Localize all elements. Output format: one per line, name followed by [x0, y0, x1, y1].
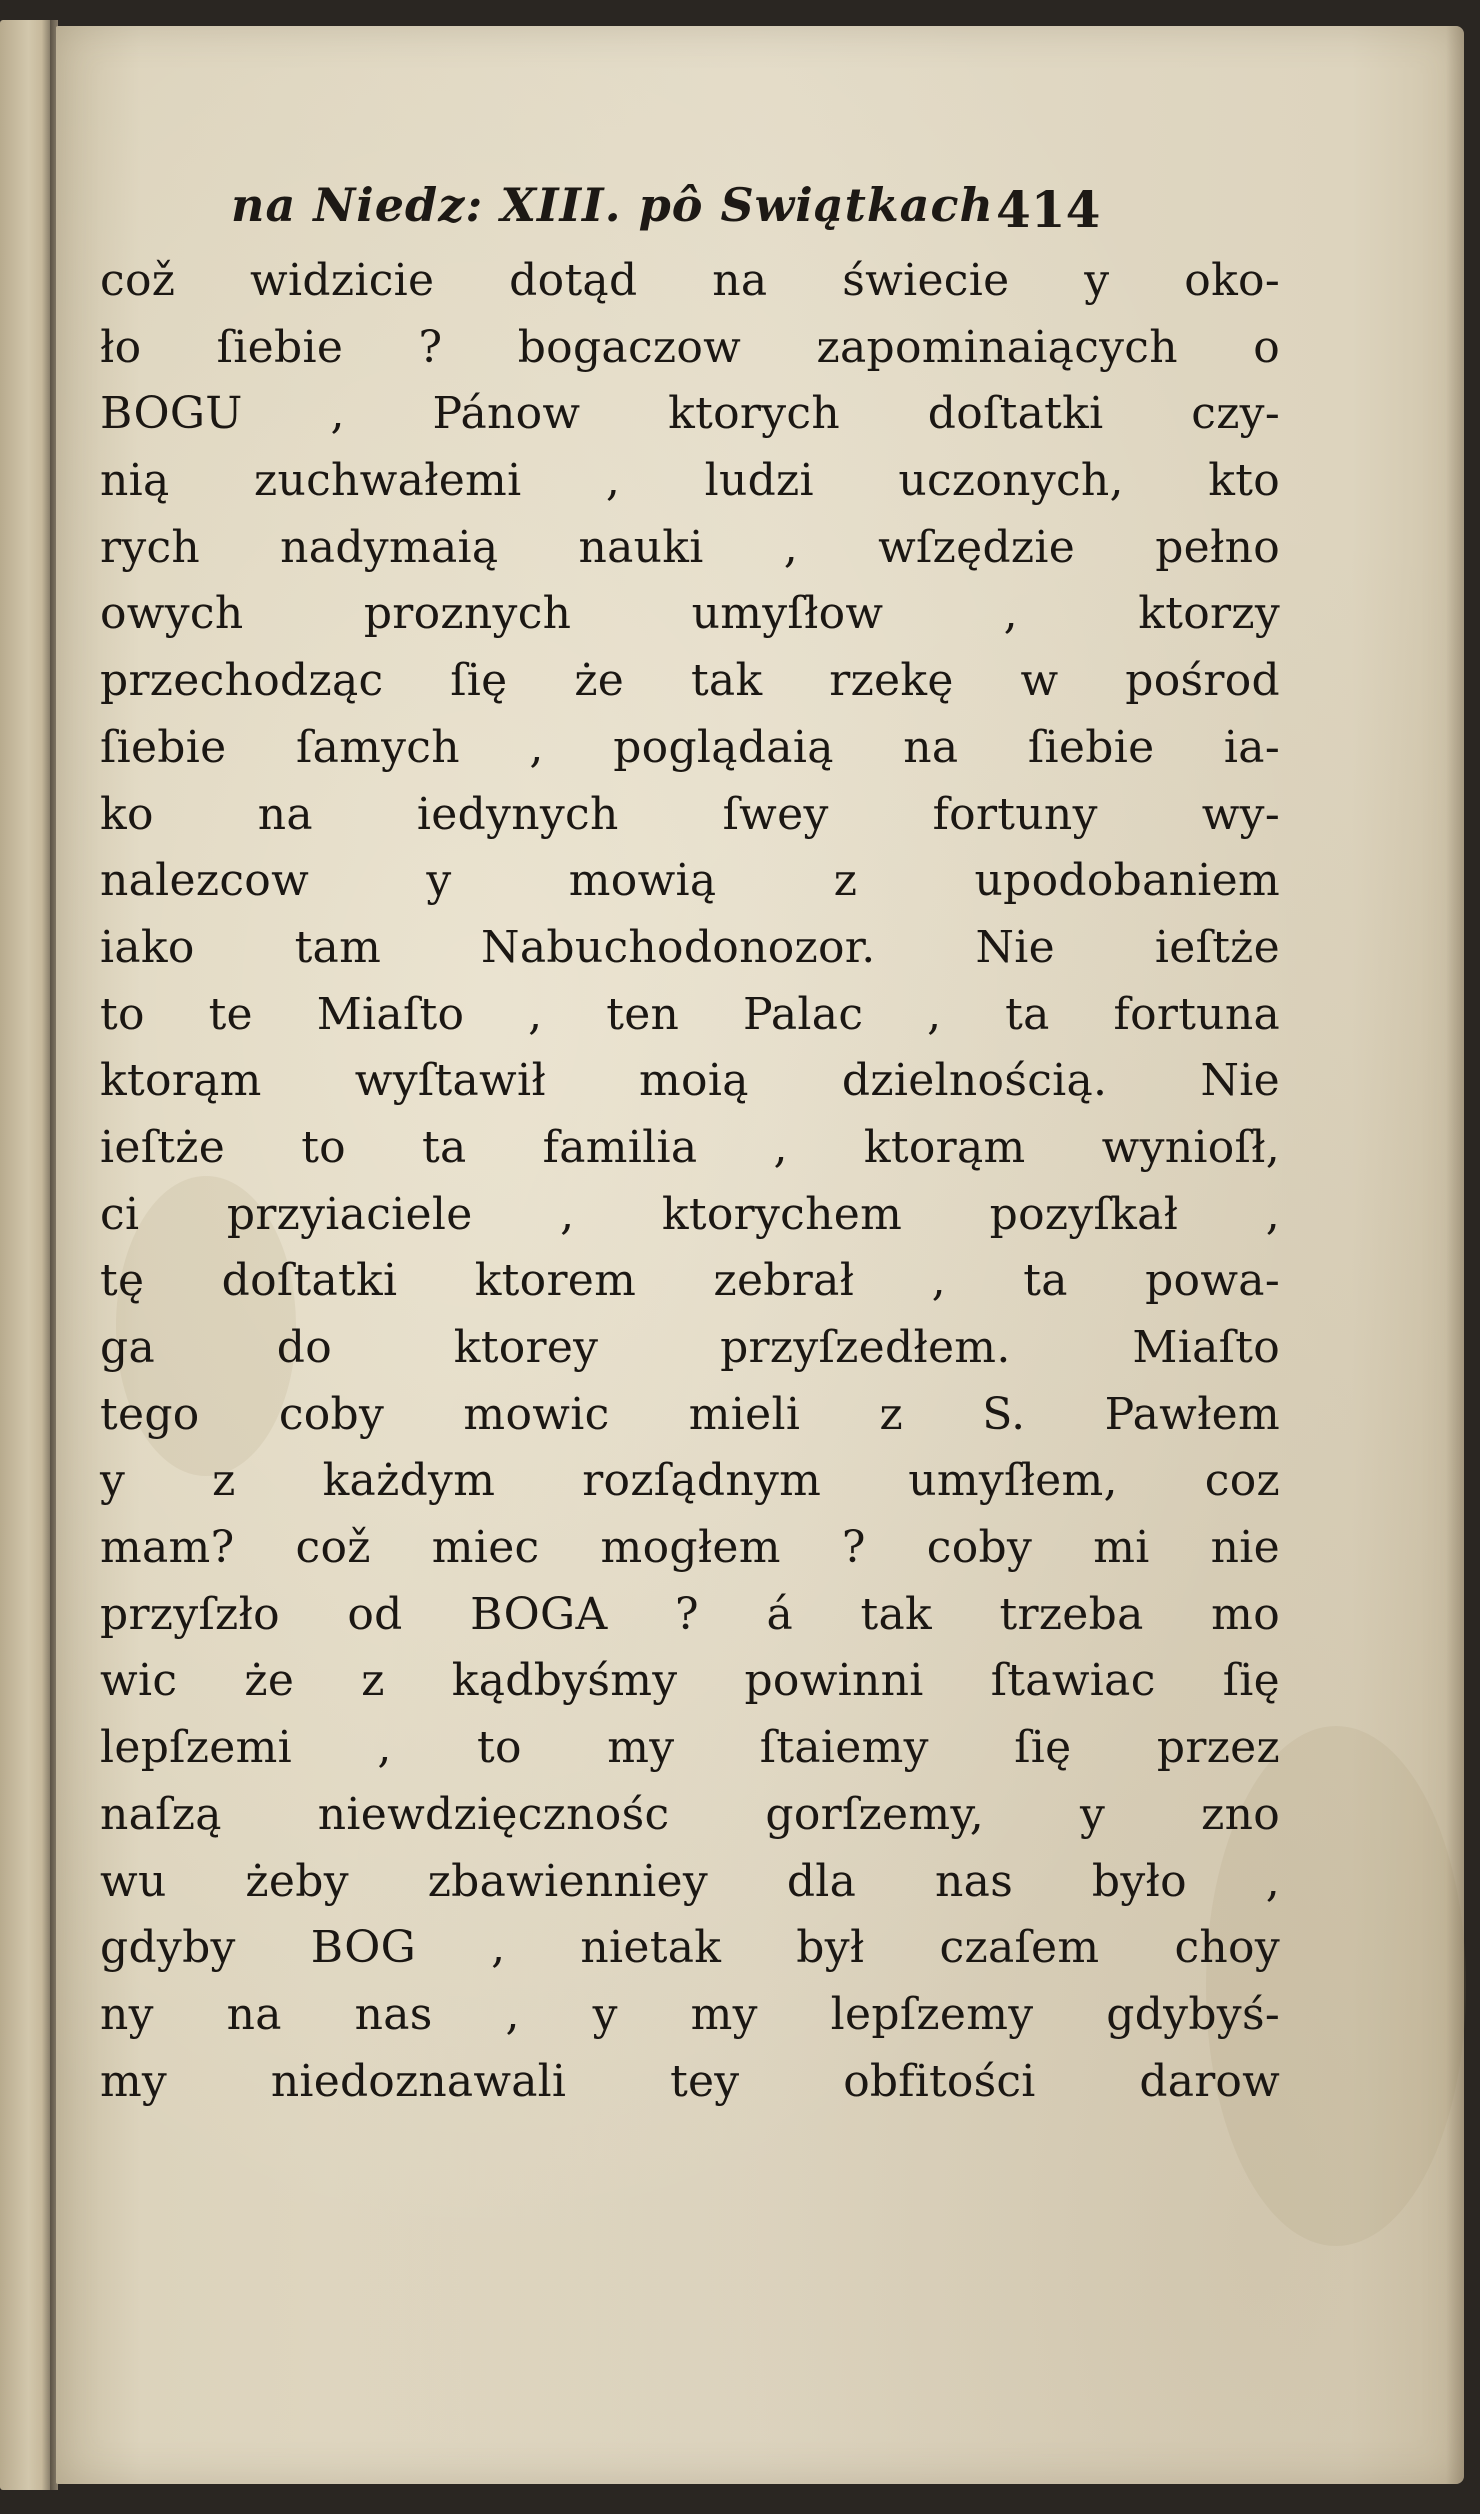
- text-line: przyſzło od BOGA ? á tak trzeba mo: [100, 1588, 1280, 1640]
- text-line: rych nadymaią nauki , wſzędzie pełno: [100, 521, 1280, 573]
- text-line: my niedoznawali tey obfitości darow: [100, 2055, 1280, 2107]
- text-line: ſiebie ſamych , poglądaią na ſiebie ia-: [100, 721, 1280, 773]
- text-line: przechodząc ſię że tak rzekę w pośrod: [100, 655, 1280, 707]
- text-line: tę doſtatki ktorem zebrał , ta powa-: [100, 1255, 1280, 1307]
- text-line: naſzą niewdzięcznośc gorſzemy, y zno: [100, 1788, 1280, 1840]
- text-line: tego coby mowic mieli z S. Pawłem: [100, 1388, 1280, 1440]
- text-line: ktorąm wyſtawił moią dzielnością. Nie: [100, 1055, 1280, 1107]
- text-line: iako tam Nabuchodonozor. Nie ieſtże: [100, 921, 1280, 973]
- text-line: ny na nas , y my lepſzemy gdybyś-: [100, 1988, 1280, 2040]
- page-edge-shadow: [1446, 26, 1464, 2484]
- text-line: lepſzemi , to my ſtaiemy ſię przez: [100, 1722, 1280, 1774]
- text-line: y z każdym rozſądnym umyſłem, coz: [100, 1455, 1280, 1507]
- text-line: BOGU , Pánow ktorych doſtatki czy-: [100, 388, 1280, 440]
- page-number: 414: [996, 180, 1101, 239]
- text-line: wu żeby zbawienniey dla nas było ,: [100, 1855, 1280, 1907]
- text-line: ieſtże to ta familia , ktorąm wynioſł,: [100, 1121, 1280, 1173]
- text-line: ko na iedynych ſwey fortuny wy-: [100, 788, 1280, 840]
- text-line: ło ſiebie ? bogaczow zapominaiących o: [100, 321, 1280, 373]
- facing-page-edge: [0, 20, 52, 2490]
- text-line: wic że z kądbyśmy powinni ſtawiac ſię: [100, 1655, 1280, 1707]
- text-line: což widzicie dotąd na świecie y oko-: [100, 255, 1280, 306]
- text-line: ci przyiaciele , ktorychem pozyſkał ,: [100, 1188, 1280, 1240]
- body-text: [100, 248, 1280, 2115]
- text-line: ga do ktorey przyſzedłem. Miaſto: [100, 1322, 1280, 1373]
- page-header: [56, 166, 1464, 246]
- text-line: gdyby BOG , nietak był czaſem choy: [100, 1922, 1280, 1974]
- text-line: owych proznych umyſłow , ktorzy: [100, 588, 1280, 640]
- running-head: na Niedz: XIII. pô Swiątkach: [231, 178, 994, 232]
- book-page: [56, 26, 1464, 2484]
- text-line: nalezcow y mowią z upodobaniem: [100, 855, 1280, 907]
- text-line: to te Miaſto , ten Palac , ta fortuna: [100, 988, 1280, 1040]
- text-line: mam? což miec mogłem ? coby mi nie: [100, 1522, 1280, 1574]
- text-line: nią zuchwałemi , ludzi uczonych, kto: [100, 455, 1280, 507]
